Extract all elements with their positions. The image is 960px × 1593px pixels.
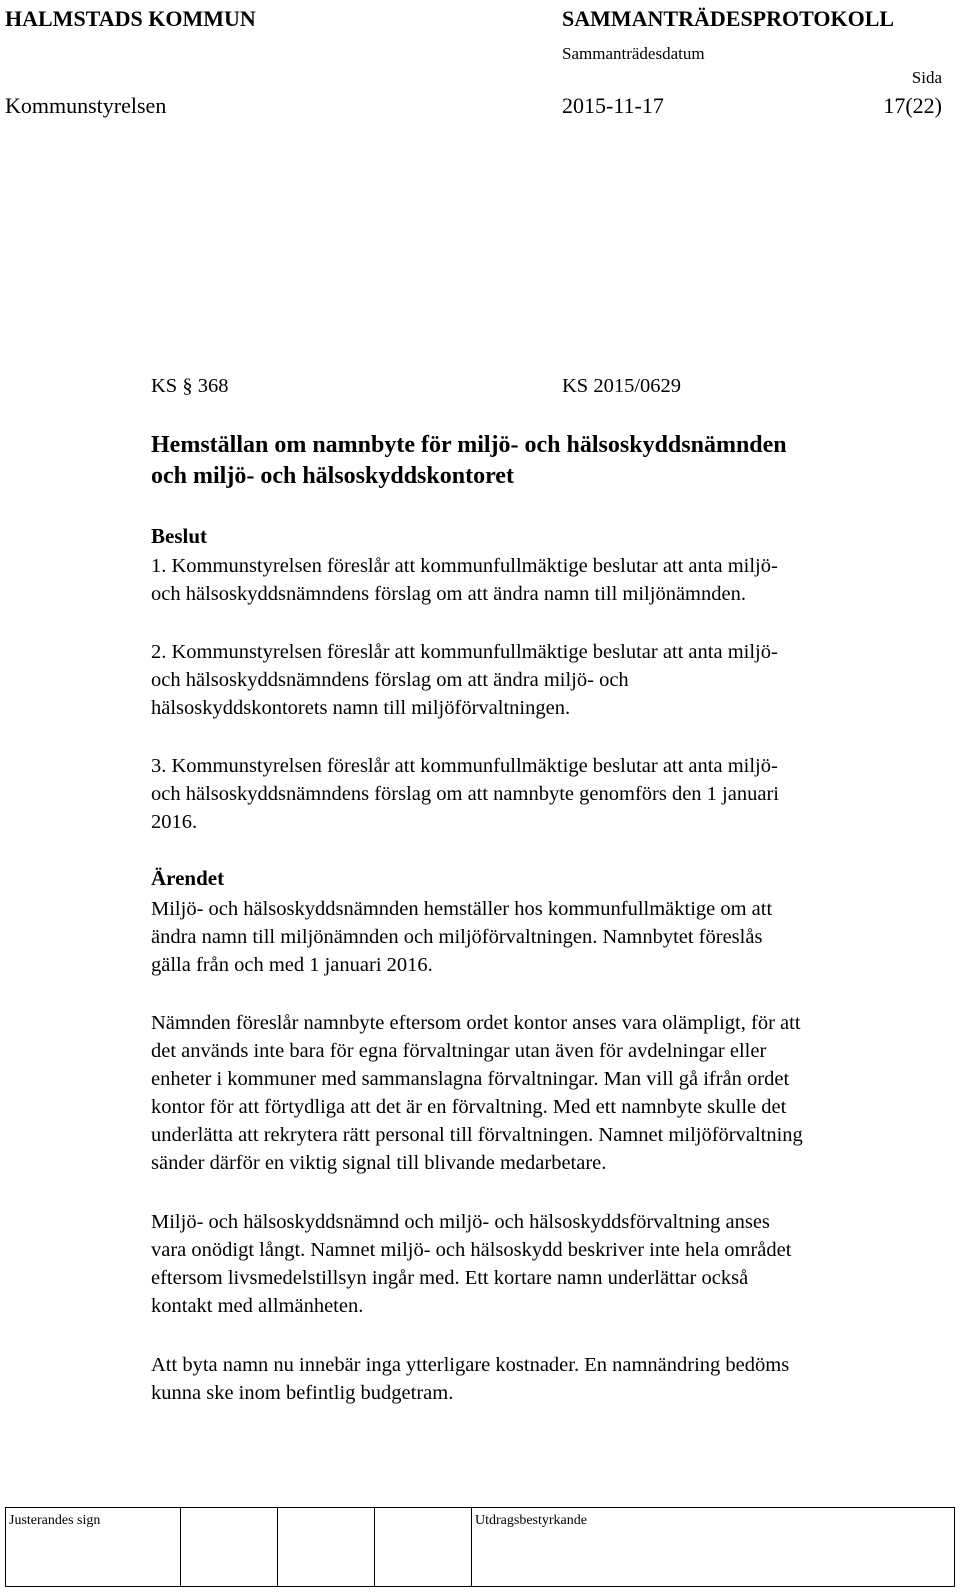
text-line: kontakt med allmänheten. xyxy=(151,1295,364,1317)
text-line: enheter i kommuner med sammanslagna förvaltningar. Man vill gå ifrån ordet xyxy=(151,1068,790,1090)
text-line: Att byta namn nu innebär inga ytterligare kostnader. En namnändring bedöms xyxy=(151,1354,790,1376)
org-name: HALMSTADS KOMMUN xyxy=(5,6,256,31)
case-reference: KS 2015/0629 xyxy=(562,375,682,397)
text-line: kunna ske inom befintlig budgetram. xyxy=(151,1382,454,1404)
text-line: sänder därför en viktig signal till blivande medarbetare. xyxy=(151,1152,607,1174)
signature-table xyxy=(5,1507,955,1587)
signature-box xyxy=(375,1508,472,1587)
text-line: eftersom livsmedelstillsyn ingår med. Ett kortare namn underlättar också xyxy=(151,1267,749,1289)
text-line: och hälsoskyddsnämndens förslag om att ändra namn till miljönämnden. xyxy=(151,583,746,605)
justerandes-sign-label: Justerandes sign xyxy=(6,1508,181,1587)
text-line: kontor för att förtydliga att det är en förvaltning. Med ett namnbyte skulle det xyxy=(151,1096,787,1118)
decision-item-3 xyxy=(151,752,779,836)
signature-box xyxy=(181,1508,278,1587)
text-line: 2016. xyxy=(151,811,198,833)
case-paragraph: KS § 368 xyxy=(151,375,229,397)
committee-name: Kommunstyrelsen xyxy=(5,93,167,118)
decision-heading: Beslut xyxy=(151,524,208,548)
text-line: Nämnden föreslår namnbyte eftersom ordet kontor anses vara olämpligt, för att xyxy=(151,1012,801,1034)
text-line: vara onödigt långt. Namnet miljö- och hälsoskydd beskriver inte hela området xyxy=(151,1239,792,1261)
text-line: 1. Kommunstyrelsen föreslår att kommunfullmäktige beslutar att anta miljö- xyxy=(151,555,778,577)
utdragsbestyrkande-label: Utdragsbestyrkande xyxy=(472,1508,955,1587)
text-line: och hälsoskyddsnämndens förslag om att ändra miljö- och xyxy=(151,669,629,691)
decision-item-2 xyxy=(151,638,778,722)
text-line: 3. Kommunstyrelsen föreslår att kommunfullmäktige beslutar att anta miljö- xyxy=(151,755,778,777)
text-line: Miljö- och hälsoskyddsnämnd och miljö- och hälsoskyddsförvaltning anses xyxy=(151,1211,770,1233)
case-title xyxy=(151,430,787,492)
matter-paragraph-1 xyxy=(151,895,772,979)
text-line: och hälsoskyddsnämndens förslag om att namnbyte genomförs den 1 januari xyxy=(151,783,779,805)
case-title-line: och miljö- och hälsoskyddskontoret xyxy=(151,463,514,489)
document-type: SAMMANTRÄDESPROTOKOLL xyxy=(562,6,895,31)
case-title-line: Hemställan om namnbyte för miljö- och hälsoskyddsnämnden xyxy=(151,432,787,458)
date-label: Sammanträdesdatum xyxy=(562,44,705,63)
matter-heading: Ärendet xyxy=(151,866,225,890)
signature-box xyxy=(278,1508,375,1587)
text-line: Miljö- och hälsoskyddsnämnden hemställer hos kommunfullmäktige om att xyxy=(151,898,773,920)
meeting-date: 2015-11-17 xyxy=(562,93,664,118)
text-line: ändra namn till miljönämnden och miljöförvaltningen. Namnbytet föreslås xyxy=(151,926,763,948)
page-number: 17(22) xyxy=(883,93,942,118)
text-line: 2. Kommunstyrelsen föreslår att kommunfullmäktige beslutar att anta miljö- xyxy=(151,641,778,663)
matter-paragraph-3 xyxy=(151,1208,791,1320)
page-label: Sida xyxy=(911,68,942,87)
text-line: gälla från och med 1 januari 2016. xyxy=(151,954,433,976)
matter-paragraph-2 xyxy=(151,1009,803,1177)
text-line: underlätta att rekrytera rätt personal till förvaltningen. Namnet miljöförvaltning xyxy=(151,1124,803,1146)
matter-paragraph-4 xyxy=(151,1351,789,1407)
text-line: det används inte bara för egna förvaltningar utan även för avdelningar eller xyxy=(151,1040,767,1062)
text-line: hälsoskyddskontorets namn till miljöförvaltningen. xyxy=(151,697,571,719)
decision-item-1 xyxy=(151,552,778,608)
